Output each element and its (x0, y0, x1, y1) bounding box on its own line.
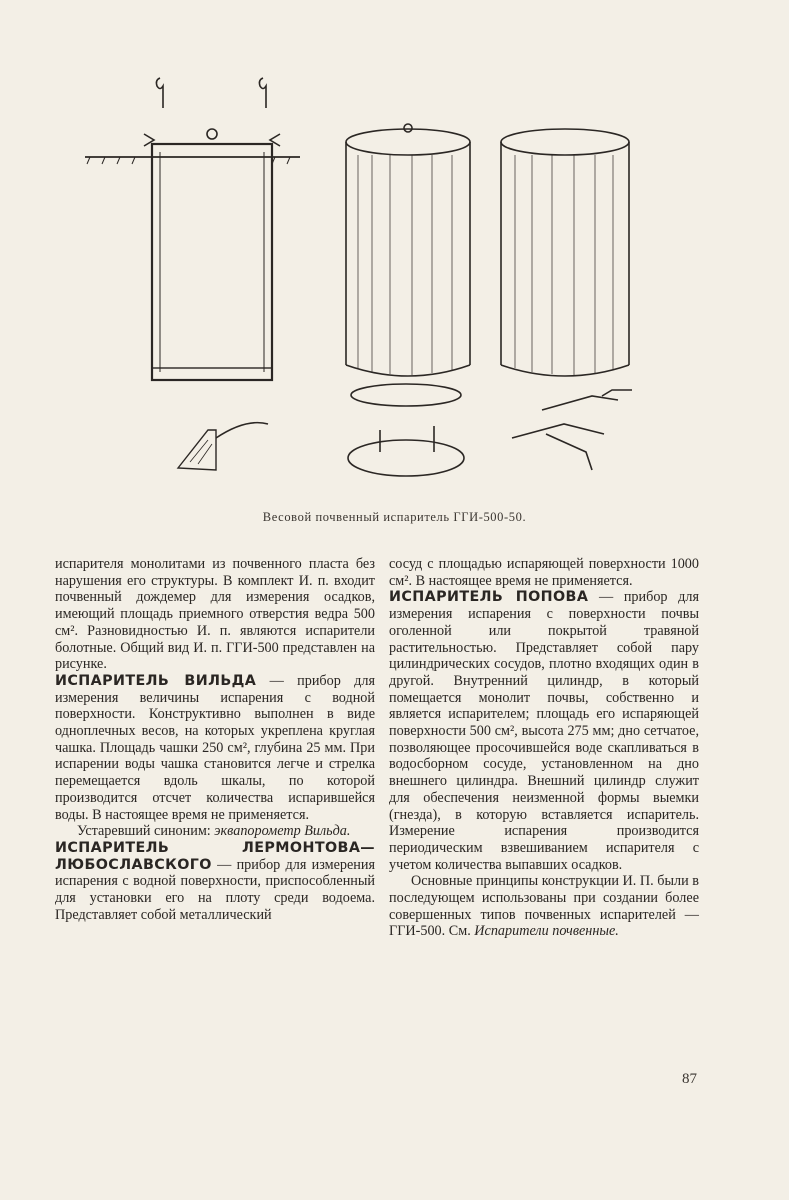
reference-link: Испарители почвенные. (474, 923, 619, 940)
entry-lermontov (55, 840, 375, 924)
page-number: 87 (682, 1071, 697, 1087)
entry-text: — прибор для измерения испарения с водной поверхности, приспособленный для установки его на плоту среди водоема. Представляет собой металлический (55, 856, 375, 923)
paragraph: испарителя монолитами из почвенного пласта без нарушения его структуры. В комплект И. п. входит почвенный дождемер для измерения осадков, имеющий площадь приемного отверстия ведра 500 см². Разновидностью И. п. являются испарители болотные. Общий вид И. п. ГГИ-500 представлен на рисунке. (55, 556, 375, 673)
reference-paragraph (389, 873, 699, 940)
entry-heading: ИСПАРИТЕЛЬ ЛЕРМОНТОВА— ЛЮБОСЛАВСКОГО (55, 839, 375, 873)
left-column (55, 556, 375, 923)
entry-heading: ИСПАРИТЕЛЬ ПОПОВА (389, 589, 589, 606)
right-column (389, 556, 699, 940)
entry-vilda (55, 673, 375, 823)
reference-text: Основные принципы конструкции И. П. были в последующем использованы при создании более совершенных типов почвенных испарителей — ГГИ-500. См. (389, 873, 699, 940)
synonym-label: Устаревший синоним: (77, 823, 215, 840)
entry-heading: ИСПАРИТЕЛЬ ВИЛЬДА (55, 672, 257, 689)
figure-caption: Весовой почвенный испаритель ГГИ-500-50. (262, 510, 527, 524)
entry-text: — прибор для измерения величины испарения с водной поверхности. Конструктивно выполнен в виде одноплечных весов, на которых укреплена круглая чашка. Площадь чашки 250 см², глубина 25 мм. При испарении воды чашка становится легче и стрелка перемещается вдоль шкалы, по которой производится отсчет количества испарившейся воды. В настоящее время не применяется. (55, 672, 376, 823)
evaporator-illustration (60, 60, 740, 500)
entry-popov (389, 589, 699, 873)
synonym-paragraph (55, 823, 375, 840)
synonym-term: эквапорометр Вильда. (214, 823, 351, 840)
entry-text: — прибор для измерения испарения с поверхности почвы оголенной или покрытой травяной растительностью. Представляет собой пару цилиндрических сосудов, плотно входящих один в другой. Внутренний цилиндр, в который помещается монолит почвы, собственно и является испарителем; площадь его испаряющей поверхности 500 см², высота 275 мм; дно сетчатое, позволяющее просочившейся воде скапливаться в водосборном сосуде, установленном на дно внешнего цилиндра. Внешний цилиндр служит для обеспечения неизменной формы выемки (гнезда), в которую вставляется испаритель. Измерение испарения производится периодическим взвешиванием испарителя с учетом количества выпавших осадков. (389, 589, 699, 873)
paragraph: сосуд с площадью испаряющей поверхности 1000 см². В настоящее время не применяется. (389, 556, 699, 589)
ground-hatch (87, 157, 290, 164)
